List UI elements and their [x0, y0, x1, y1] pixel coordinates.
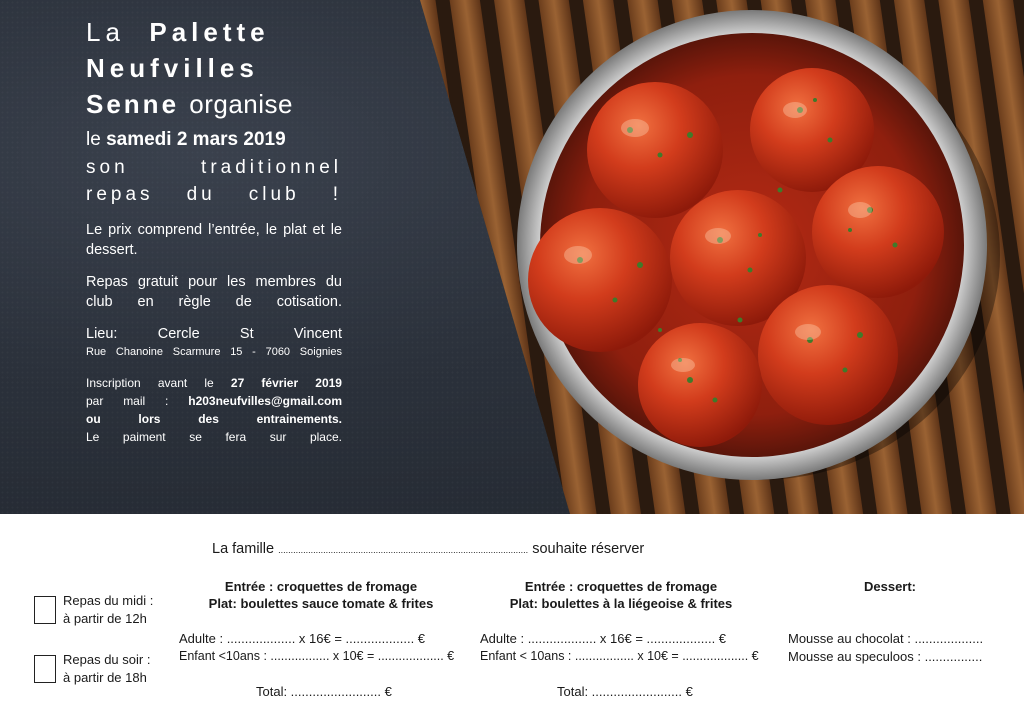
reservation-form: [0, 514, 1024, 724]
dessert-speculoos[interactable]: Mousse au speculoos : ................: [788, 649, 983, 664]
menu-2-header: Entrée : croquettes de fromage Plat: boulettes à la liégeoise & frites: [509, 579, 733, 611]
flyer-text: [86, 14, 342, 446]
soir-label: Repas du soir : à partir de 18h: [63, 652, 151, 685]
title-line-1: La Palette: [86, 17, 270, 47]
event-date: le samedi 2 mars 2019: [86, 129, 286, 150]
title-line-2: Neufvilles: [86, 53, 259, 83]
payment-line: Le paiment se fera sur place.: [86, 430, 342, 444]
family-line: La famille .................................................................................................... souhaite réserver: [212, 541, 645, 557]
line-traditionnel: son traditionnel: [86, 157, 342, 178]
mail-address[interactable]: h203neufvilles@gmail.com: [188, 394, 342, 408]
menu-1-total[interactable]: Total: ......................... €: [256, 684, 392, 699]
trainings-line: ou lors des entrainements.: [86, 412, 342, 426]
soir-checkbox[interactable]: [34, 655, 56, 683]
dessert-header: Dessert:: [863, 579, 917, 594]
price-info: Le prix comprend l’entrée, le plat et le dessert.: [86, 222, 342, 258]
title-line-3: Senne organise: [86, 89, 293, 119]
menu-1-child-row[interactable]: Enfant <10ans : ................. x 10€ = ................... €: [179, 649, 455, 663]
inscription-deadline: Inscription avant le 27 février 2019: [86, 376, 342, 390]
family-name-field[interactable]: ....................................................................................................: [278, 545, 529, 555]
menu-1-adult-row[interactable]: Adulte : ................... x 16€ = ................... €: [179, 631, 426, 646]
line-repas: repas du club !: [86, 184, 342, 205]
menu-2-total[interactable]: Total: ......................... €: [557, 684, 693, 699]
free-meal-info: Repas gratuit pour les membres du club en règle de cotisation.: [86, 274, 342, 310]
midi-label: Repas du midi : à partir de 12h: [63, 593, 154, 626]
dessert-chocolat[interactable]: Mousse au chocolat : ...................: [788, 631, 984, 646]
midi-checkbox[interactable]: [34, 596, 56, 624]
location: Lieu: Cercle St Vincent: [86, 326, 342, 342]
menu-2-adult-row[interactable]: Adulte : ................... x 16€ = ................... €: [480, 631, 727, 646]
menu-2-child-row[interactable]: Enfant < 10ans : ................. x 10€ = ................... €: [480, 649, 759, 663]
mail-line: par mail : h203neufvilles@gmail.com: [86, 394, 342, 408]
menu-1-header: Entrée : croquettes de fromage Plat: boulettes sauce tomate & frites: [208, 579, 434, 611]
address: Rue Chanoine Scarmure 15 - 7060 Soignies: [86, 346, 342, 358]
